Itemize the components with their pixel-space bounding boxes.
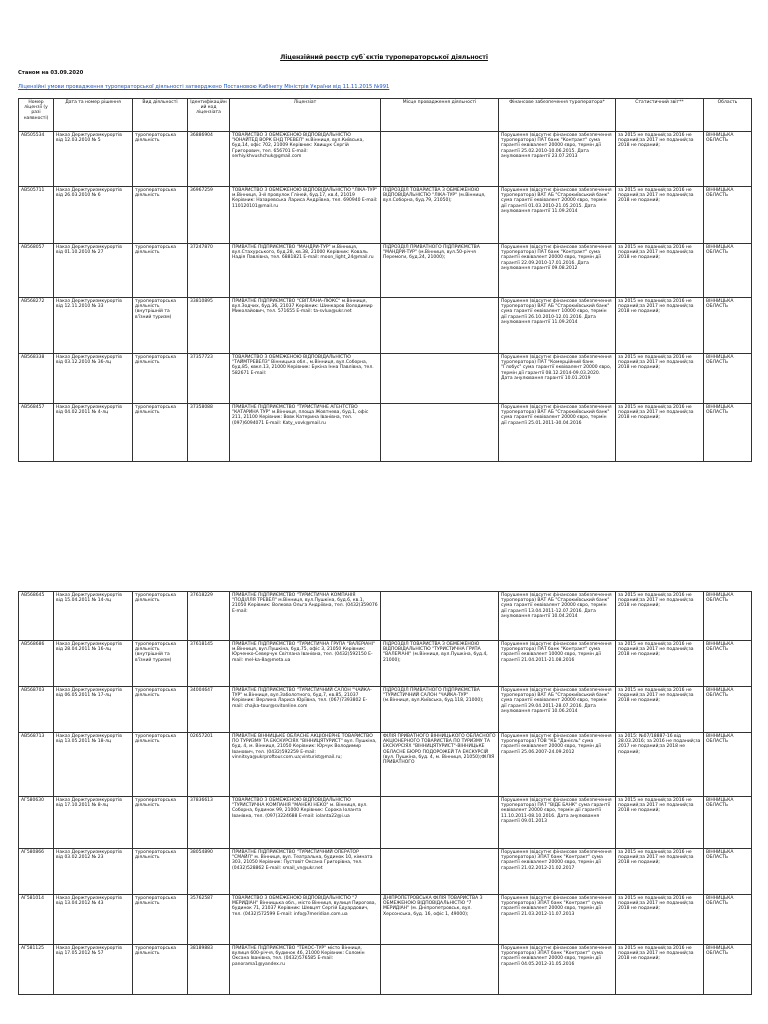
activity-place-cell [381, 354, 499, 404]
table-row [19, 733, 752, 797]
region-cell: ВІННИЦЬКА ОБЛАСТЬ [704, 244, 752, 298]
decision-cell: Наказ Держтуризмкурортів від 15.04.2011 № 14-лц [54, 592, 133, 641]
financial-guarantee-cell: Порушення (відсутнє фінансове забезпечення туроператора) ВАТ АБ "Старокиївський банк" сума гарантії еквівалент 10000 євро, термін дії гарантії 26.10.2010-12.01.2016. Дата анулювання гарантії 11.09.2014 [499, 298, 616, 354]
license-number-cell: АВ568686 [19, 641, 54, 687]
activity-place-cell [381, 797, 499, 849]
identification-code-cell: 36967259 [188, 187, 230, 244]
table-row [19, 945, 752, 995]
activity-type-cell: туроператорська діяльність [133, 187, 188, 244]
header-finance: Фінансове забезпечення туроператора* [499, 99, 616, 132]
activity-type-cell: туроператорська діяльність [133, 354, 188, 404]
license-number-cell: АГ581014 [19, 895, 54, 945]
status-date: Станом на 03.09.2020 [18, 70, 84, 76]
decision-cell: Наказ Держтуризмкурортів від 17.05.2012 № 57 [54, 945, 133, 995]
activity-place-cell [381, 404, 499, 462]
financial-guarantee-cell: Порушення (відсутнє фінансове забезпечення туроператора) ВАТ АБ "Старокиївський банк" сума гарантії еквівалент 20000 євро, термін дії гарантії 01.03.2010-21.05.2015. Дата анулювання гарантії 11.09.2014 [499, 187, 616, 244]
decision-cell: Наказ Держтуризмкурортів від 12.11.2010 № 33 [54, 298, 133, 354]
activity-type-cell: туроператорська діяльність [133, 733, 188, 797]
licensee-cell: ПРИВАТНЕ ПІДПРИЄМСТВО "СВІТЛАНА-ЛЮКС" м.Вінниця, вул.Зодчих, буд.36, 21037 Керівник: Шинкаров Володимир Миколайович, тел. 571655 E-mail: ta-svlux@ukr.net [230, 298, 381, 354]
decision-cell: Наказ Держтуризмкурортів від 03.02.2012 № 23 [54, 849, 133, 895]
table-row [19, 641, 752, 687]
header-code: Ідентифікаційний код ліцензіата [188, 99, 230, 132]
licensee-cell: ПРИВАТНЕ ПІДПРИЄМСТВО "ТУРИСТИЧНА КОМПАНІЯ "ПОДІЛЛЯ ТРЕВЕЛ" м.Вінниця, вул.Пушкіна, буд.6, кв.1, 21050 Керівник: Волкова Ольга Андріївна, тел. (0432)359076 E-mail: [230, 592, 381, 641]
region-cell: ВІННИЦЬКА ОБЛАСТЬ [704, 797, 752, 849]
activity-place-cell: ПІДРОЗДІЛ ТОВАРИСТВА З ОБМЕЖЕНОЮ ВІДПОВІДАЛЬНІСТЮ "ТУРИСТИЧНА ГРУПА "ВАЛЕРІАНІ" (м.Вінниця, вул.Пушкіна, буд.4, 21000); [381, 641, 499, 687]
header-licensee: Ліцензіат [230, 99, 381, 132]
financial-guarantee-cell: Порушення (відсутнє фінансове забезпечення туроператора) ЗПАТ банк "Контракт" сума гарантії еквівалент 20000 євро, термін дії гарантії 21.03.2012-11.07.2013 [499, 895, 616, 945]
licensee-cell: ПРИВАТНЕ ПІДПРИЄМСТВО "ТУРИСТИЧНА ГРУПА "ВАЛЕРІАНІ" м.Вінниця, вул.Пушкіна, буд.75, офіс 3, 21050 Керівник: Юрченко-Северчук Світлана Іванівна, тел. (0432)592150 E-mail: mel-ka-8a@meta.ua [230, 641, 381, 687]
licensee-cell: ТОВАРИСТВО З ОБМЕЖЕНОЮ ВІДПОВІДАЛЬНІСТЮ "ТАЙМТРЕВЕЛЗ" Вінницька обл., м.Вінниця, вул.Соборна, буд.85, квкл.13, 21000 Керівник: Букіна Інна Павлівна, тел. 582671 E-mail: [230, 354, 381, 404]
region-cell: ВІННИЦЬКА ОБЛАСТЬ [704, 354, 752, 404]
license-number-cell: АГ580866 [19, 849, 54, 895]
licensee-cell: ПРИВАТНЕ ВІННИЦЬКЕ ОБЛАСНЕ АКЦІОНЕРНЕ ТОВАРИСТВО ПО ТУРИЗМУ ТА ЕКСКУРСІЯХ "ВІННИЦЯТУРИСТ" вул. Пушкіна, буд. 4, м. Вінниця, 21050 Керівник: Юрчук Володимир Іванович, тел. (0432)592259 E-mail: vinnitsya@ukrproftour.com.ua;vinturist@mail.ru; [230, 733, 381, 797]
decision-cell: Наказ Держтуризмкурортів від 17.10.2011 № 8-лц [54, 797, 133, 849]
statistical-report-cell: за 2015 не поданий;за 2016 не поданий;за 2017 не поданий;за 2018 не поданий; [616, 592, 704, 641]
statistical-report-cell: за 2015 не поданий;за 2016 не поданий;за 2017 не поданий;за 2018 не поданий; [616, 404, 704, 462]
decision-cell: Наказ Держтуризмкурортів від 13.04.2012 № 43 [54, 895, 133, 945]
table-row [19, 797, 752, 849]
table-row [19, 298, 752, 354]
activity-place-cell: ДНІПРОПЕТРОВСЬКА ФІЛІЯ ТОВАРИСТВА З ОБМЕЖЕНОЮ ВІДПОВІДАЛЬНІСТЮ "7 МЕРИДІАН" (м. Дніпропетровськ, вул. Херсонська, буд. 16, офіс 1, 49000); [381, 895, 499, 945]
activity-place-cell [381, 849, 499, 895]
financial-guarantee-cell: Порушення (відсутнє фінансове забезпечення туроператора) ТОВ "КБ "Данієль" сума гарантії еквівалент 20000 євро, термін дії гарантії 25.06.2007-24.09.2012 [499, 733, 616, 797]
identification-code-cell: 33810895 [188, 298, 230, 354]
licensee-cell: ТОВАРИСТВО З ОБМЕЖЕНОЮ ВІДПОВІДАЛЬНІСТЮ "7 МЕРИДІАН" Вінницька обл., місто Вінниця, вулиця Пирогова, будинок 71, 21037 Керівник: Шевцят Сергій Едуардович, тел. (0432)572599 E-mail: info@7meridian.com.ua [230, 895, 381, 945]
license-number-cell: АВ568057 [19, 244, 54, 298]
statistical-report-cell: за 2015 не поданий;за 2016 не поданий;за 2017 не поданий;за 2018 не поданий; [616, 187, 704, 244]
license-number-cell: АВ568272 [19, 298, 54, 354]
licensee-cell: ПРИВАТНЕ ПІДПРИЄМСТВО "ТЕКОС-ТУР" місто Вінниця, вулиця 600-річчя, будинок 46, 21000 Керівник: Соломін Оксана Іванівна, тел. (0432)576585 E-mail: panorama1@yandex.ru [230, 945, 381, 995]
financial-guarantee-cell: Порушення (відсутнє фінансове забезпечення туроператора) ПАТ "Комерційний банк "Глобус" сума гарантії еквівалент 20000 євро, термін дії гарантії 08.12.2014-09.03.2020. Дата анулювання гарантії 10.01.2019 [499, 354, 616, 404]
activity-place-cell: ПІДРОЗДІЛ ПРИВАТНОГО ПІДПРИЄМСТВА "МАНДРИ-ТУР" (м.Вінниця, вул.50-річчя Перемоги, буд.24, 21000); [381, 244, 499, 298]
statistical-report-cell: за 2015: №07/18887-16 від 28.03.2016; за 2016 не поданий;за 2017 не поданий;за 2018 не поданий; [616, 733, 704, 797]
decision-cell: Наказ Держтуризмкурортів від 12.03.2010 № 5 [54, 132, 133, 187]
identification-code-cell: 37618145 [188, 641, 230, 687]
decision-cell: Наказ Держтуризмкурортів від 26.03.2010 № 6 [54, 187, 133, 244]
license-number-cell: АГ580630 [19, 797, 54, 849]
table-row [19, 849, 752, 895]
statistical-report-cell: за 2015 не поданий;за 2016 не поданий;за 2017 не поданий;за 2018 не поданий; [616, 244, 704, 298]
financial-guarantee-cell: Порушення (відсутнє фінансове забезпечення туроператора) ВАТ АБ "Старокиївський банк" сума гарантії еквівалент 20000 євро, термін дії гарантії 25.01.2011-30.04.2016 [499, 404, 616, 462]
table-row [19, 354, 752, 404]
statistical-report-cell: за 2015 не поданий;за 2016 не поданий;за 2017 не поданий;за 2018 не поданий; [616, 945, 704, 995]
region-cell: ВІННИЦЬКА ОБЛАСТЬ [704, 687, 752, 733]
activity-place-cell [381, 592, 499, 641]
statistical-report-cell: за 2015 не поданий;за 2016 не поданий;за 2017 не поданий;за 2018 не поданий; [616, 895, 704, 945]
region-cell: ВІННИЦЬКА ОБЛАСТЬ [704, 592, 752, 641]
activity-type-cell: туроператорська діяльність [133, 592, 188, 641]
licensee-cell: ТОВАРИСТВО З ОБМЕЖЕНОЮ ВІДПОВІДАЛЬНІСТЮ "ТУРИСТИЧНА КОМПАНІЯ "МАНЕКІ НЕКО" м. Вінниця, вул. Соборна, будинок 99, 21000 Керівник: Сорока Іоланта Іванівна, тел. (097)3224688 E-mail: iolanta22@i.ua [230, 797, 381, 849]
region-cell: ВІННИЦЬКА ОБЛАСТЬ [704, 132, 752, 187]
identification-code-cell: 37358088 [188, 404, 230, 462]
license-number-cell: АВ568645 [19, 592, 54, 641]
header-stat: Статистичний звіт** [616, 99, 704, 132]
decision-cell: Наказ Держтуризмкурортів від 06.05.2011 № 17-лц [54, 687, 133, 733]
identification-code-cell: 37618229 [188, 592, 230, 641]
financial-guarantee-cell: Порушення (відсутнє фінансове забезпечення туроператора) ПАТ банк "Контракт" сума гарантії еквівалент 10000 євро, термін дії гарантії 21.04.2011-21.08.2016 [499, 641, 616, 687]
region-cell: ВІННИЦЬКА ОБЛАСТЬ [704, 187, 752, 244]
decision-cell: Наказ Держтуризмкурортів від 28.04.2011 № 16-лц [54, 641, 133, 687]
licensee-cell: ПРИВАТНЕ ПІДПРИЄМСТВО "ТУРИСТИЧНЕ АГЕНТСТВО "КАТАРИНА ТУР" м.Вінниця, площа Жовтнева, буд.1, офіс 211, 21100 Керівник: Вовк Катерина Іванівна, тел. (097)6094071 E-mail: Katy_vovk@mail.ru [230, 404, 381, 462]
document-title: Ліцензійний реєстр суб`єктів туроператорської діяльності [280, 54, 488, 61]
identification-code-cell: 37836613 [188, 797, 230, 849]
decision-cell: Наказ Держтуризмкурортів від 13.05.2011 № 18-лц [54, 733, 133, 797]
table-row [19, 895, 752, 945]
license-number-cell: АВ568703 [19, 687, 54, 733]
register-table-page1 [18, 98, 752, 462]
decision-cell: Наказ Держтуризмкурортів від 04.02.2011 № 4-лц [54, 404, 133, 462]
activity-type-cell: туроператорська діяльність (внутрішній та в'їзний туризм) [133, 641, 188, 687]
table-row [19, 187, 752, 244]
activity-type-cell: туроператорська діяльність [133, 849, 188, 895]
identification-code-cell: 37247870 [188, 244, 230, 298]
license-number-cell: АВ505711 [19, 187, 54, 244]
statistical-report-cell: за 2015 не поданий;за 2016 не поданий;за 2017 не поданий;за 2018 не поданий; [616, 132, 704, 187]
identification-code-cell: 38054890 [188, 849, 230, 895]
statistical-report-cell: за 2015 не поданий;за 2016 не поданий;за 2017 не поданий;за 2018 не поданий; [616, 298, 704, 354]
licensee-cell: ПРИВАТНЕ ПІДПРИЄМСТВО "ТУРИСТИЧНИЙ ОПЕРАТОР "СМАЙЛ" м. Вінниця, вул. Театральна, будинок 10, кімната 303, 21050 Керівник: Пустовіт Оксана Григорівна, тел. (0432)528862 E-mail: smail_vn@ukr.net [230, 849, 381, 895]
financial-guarantee-cell: Порушення (відсутнє фінансове забезпечення туроператора) ЗПАТ банк "Контракт" сума гарантії еквівалент 20000 євро, термін дії гарантії 04.05.2012-31.05.2016 [499, 945, 616, 995]
activity-type-cell: туроператорська діяльність [133, 797, 188, 849]
financial-guarantee-cell: Порушення (відсутнє фінансове забезпечення туроператора) ВАТ АБ "Старокиївський банк" сума гарантії еквівалент 20000 євро, термін дії гарантії 13.04.2011-12.07.2016. Дата анулювання гарантії 10.04.2014 [499, 592, 616, 641]
header-activity: Вид діяльності [133, 99, 188, 132]
license-terms-link[interactable]: Ліцензійні умови провадження туроператорської діяльності затверджено Постановою Кабінету Міністрів України від 11.11.2015 №991 [18, 84, 390, 90]
region-cell: ВІННИЦЬКА ОБЛАСТЬ [704, 945, 752, 995]
identification-code-cell: 34004647 [188, 687, 230, 733]
statistical-report-cell: за 2015 не поданий;за 2016 не поданий;за 2017 не поданий;за 2018 не поданий; [616, 797, 704, 849]
activity-place-cell: ФІЛІЯ ПРИВАТНОГО ВІННИЦЬКОГО ОБЛАСНОГО АКЦІОНЕРНОГО ТОВАРИСТВА ПО ТУРИЗМУ ТА ЕКСКУРСІЯХ "ВІННИЦЯТУРИСТ"-ВІННИЦЬКЕ ОБЛАСНЕ БЮРО ПОДОРОЖЕЙ ТА ЕКСКУРСІЙ (вул. Пушкіна, буд. 4, м. Вінниця, 21050);ФІЛІЯ ПРИВАТНОГО [381, 733, 499, 797]
financial-guarantee-cell: Порушення (відсутнє фінансове забезпечення туроператора) ПАТ "ВІДЕ БАНК" сума гарантії еквівалент 20000 євро, термін дії гарантії 11.10.2011-08.10.2016. Дата анулювання гарантії 09.01.2013 [499, 797, 616, 849]
statistical-report-cell: за 2015 не поданий;за 2016 не поданий;за 2017 не поданий;за 2018 не поданий; [616, 849, 704, 895]
table-row [19, 244, 752, 298]
identification-code-cell: 38189883 [188, 945, 230, 995]
activity-type-cell: туроператорська діяльність [133, 895, 188, 945]
identification-code-cell: 02657201 [188, 733, 230, 797]
financial-guarantee-cell: Порушення (відсутнє фінансове забезпечення туроператора) ПАТ банк "Контракт" сума гарантії еквівалент 20000 євро, термін дії гарантії 22.09.2010-17.01.2016. Дата анулювання гарантії 09.08.2012 [499, 244, 616, 298]
licensee-cell: ПРИВАТНЕ ПІДПРИЄМСТВО "ТУРИСТИЧНИЙ САЛОН "ЧАЙКА-ТУР" м.Вінниця, вул.Заболотного, буд.7, кв.85, 21037 Керівник: Верлина Лариса Юріївна, тел. (067)7393802 E-mail: chajka-tour@svitonline.com [230, 687, 381, 733]
activity-type-cell: туроператорська діяльність [133, 132, 188, 187]
region-cell: ВІННИЦЬКА ОБЛАСТЬ [704, 641, 752, 687]
identification-code-cell: 36886904 [188, 132, 230, 187]
region-cell: ВІННИЦЬКА ОБЛАСТЬ [704, 733, 752, 797]
statistical-report-cell: за 2015 не поданий;за 2016 не поданий;за 2017 не поданий;за 2018 не поданий; [616, 354, 704, 404]
activity-type-cell: туроператорська діяльність [133, 404, 188, 462]
header-license-number: Номер ліцензії (у разі наявності) [19, 99, 54, 132]
licensee-cell: ТОВАРИСТВО З ОБМЕЖЕНОЮ ВІДПОВІДАЛЬНІСТЮ "ЮНАЙТЕД ВОРК ЕНД ТРЕВЕЛ" м.Вінниця, вул.Київська, буд.14, офіс 702, 21009 Керівник: Хвищук Сергій Григорович, тел. 656701 E-mail: serhiy.khvushchuk@gmail.com [230, 132, 381, 187]
statistical-report-cell: за 2015 не поданий;за 2016 не поданий;за 2017 не поданий;за 2018 не поданий; [616, 641, 704, 687]
table-row [19, 404, 752, 462]
region-cell: ВІННИЦЬКА ОБЛАСТЬ [704, 298, 752, 354]
license-number-cell: АВ568713 [19, 733, 54, 797]
activity-place-cell: ПІДРОЗДІЛ ПРИВАТНОГО ПІДПРИЄМСТВА "ТУРИСТИЧНИЙ САЛОН "ЧАЙКА-ТУР" (м.Вінниця, вул.Київська, буд.118, 21000); [381, 687, 499, 733]
activity-type-cell: туроператорська діяльність [133, 687, 188, 733]
register-table-page2 [18, 591, 752, 995]
region-cell: ВІННИЦЬКА ОБЛАСТЬ [704, 404, 752, 462]
table-row [19, 687, 752, 733]
identification-code-cell: 37357723 [188, 354, 230, 404]
activity-place-cell [381, 132, 499, 187]
financial-guarantee-cell: Порушення (відсутнє фінансове забезпечення туроператора) ПАТ банк "Контракт" сума гарантії еквівалент 20000 євро, термін дії гарантії 25.02.2010-10.06.2015. Дата анулювання гарантії 23.07.2013 [499, 132, 616, 187]
activity-type-cell: туроператорська діяльність [133, 244, 188, 298]
header-place: Місце провадження діяльності [381, 99, 499, 132]
decision-cell: Наказ Держтуризмкурортів від 01.10.2010 № 27 [54, 244, 133, 298]
licensee-cell: ПРИВАТНЕ ПІДПРИЄМСТВО "МАНДРИ-ТУР" м.Вінниця, вул.Стахурського, буд.28, кв.38, 21000 Керівник: Коваль Надія Павлівна, тел. 6881821 E-mail: moon_light_24@mail.ru [230, 244, 381, 298]
licensee-cell: ТОВАРИСТВО З ОБМЕЖЕНОЮ ВІДПОВІДАЛЬНІСТЮ "ЛІКА-ТУР" м.Вінниця, 3-й провулок Гліней, буд.17, кв.4, 21019 Керівник: Назаревська Лариса Андріївна, тел. 690940 E-mail: 110120101@mail.ru [230, 187, 381, 244]
activity-place-cell: ПІДРОЗДІЛ ТОВАРИСТВА З ОБМЕЖЕНОЮ ВІДПОВІДАЛЬНІСТЮ "ЛІКА-ТУР" (м.Вінниця, вул.Соборна, буд.79, 21050); [381, 187, 499, 244]
activity-place-cell [381, 298, 499, 354]
activity-place-cell [381, 945, 499, 995]
license-number-cell: АВ505534 [19, 132, 54, 187]
header-decision: Дата та номер рішення [54, 99, 133, 132]
activity-type-cell: туроператорська діяльність (внутрішній та в'їзний туризм) [133, 298, 188, 354]
financial-guarantee-cell: Порушення (відсутнє фінансове забезпечення туроператора) ЗПАТ банк "Контракт" сума гарантії еквівалент 20000 євро, термін дії гарантії 21.02.2012-21.02.2017 [499, 849, 616, 895]
license-number-cell: АГ581125 [19, 945, 54, 995]
table-row [19, 592, 752, 641]
region-cell: ВІННИЦЬКА ОБЛАСТЬ [704, 895, 752, 945]
header-region: Область [704, 99, 752, 132]
financial-guarantee-cell: Порушення (відсутнє фінансове забезпечення туроператора) ВАТ АБ "Старокиївський банк" сума гарантії еквівалент 20000 євро, термін дії гарантії 29.04.2011-28.07.2016. Дата анулювання гарантії 10.06.2014 [499, 687, 616, 733]
license-number-cell: АВ568457 [19, 404, 54, 462]
statistical-report-cell: за 2015 не поданий;за 2016 не поданий;за 2017 не поданий;за 2018 не поданий; [616, 687, 704, 733]
license-number-cell: АВ568338 [19, 354, 54, 404]
table-header-row [19, 99, 752, 132]
identification-code-cell: 35762587 [188, 895, 230, 945]
activity-type-cell: туроператорська діяльність [133, 945, 188, 995]
decision-cell: Наказ Держтуризмкурортів від 03.12.2010 № 36-лц [54, 354, 133, 404]
region-cell: ВІННИЦЬКА ОБЛАСТЬ [704, 849, 752, 895]
table-row [19, 132, 752, 187]
